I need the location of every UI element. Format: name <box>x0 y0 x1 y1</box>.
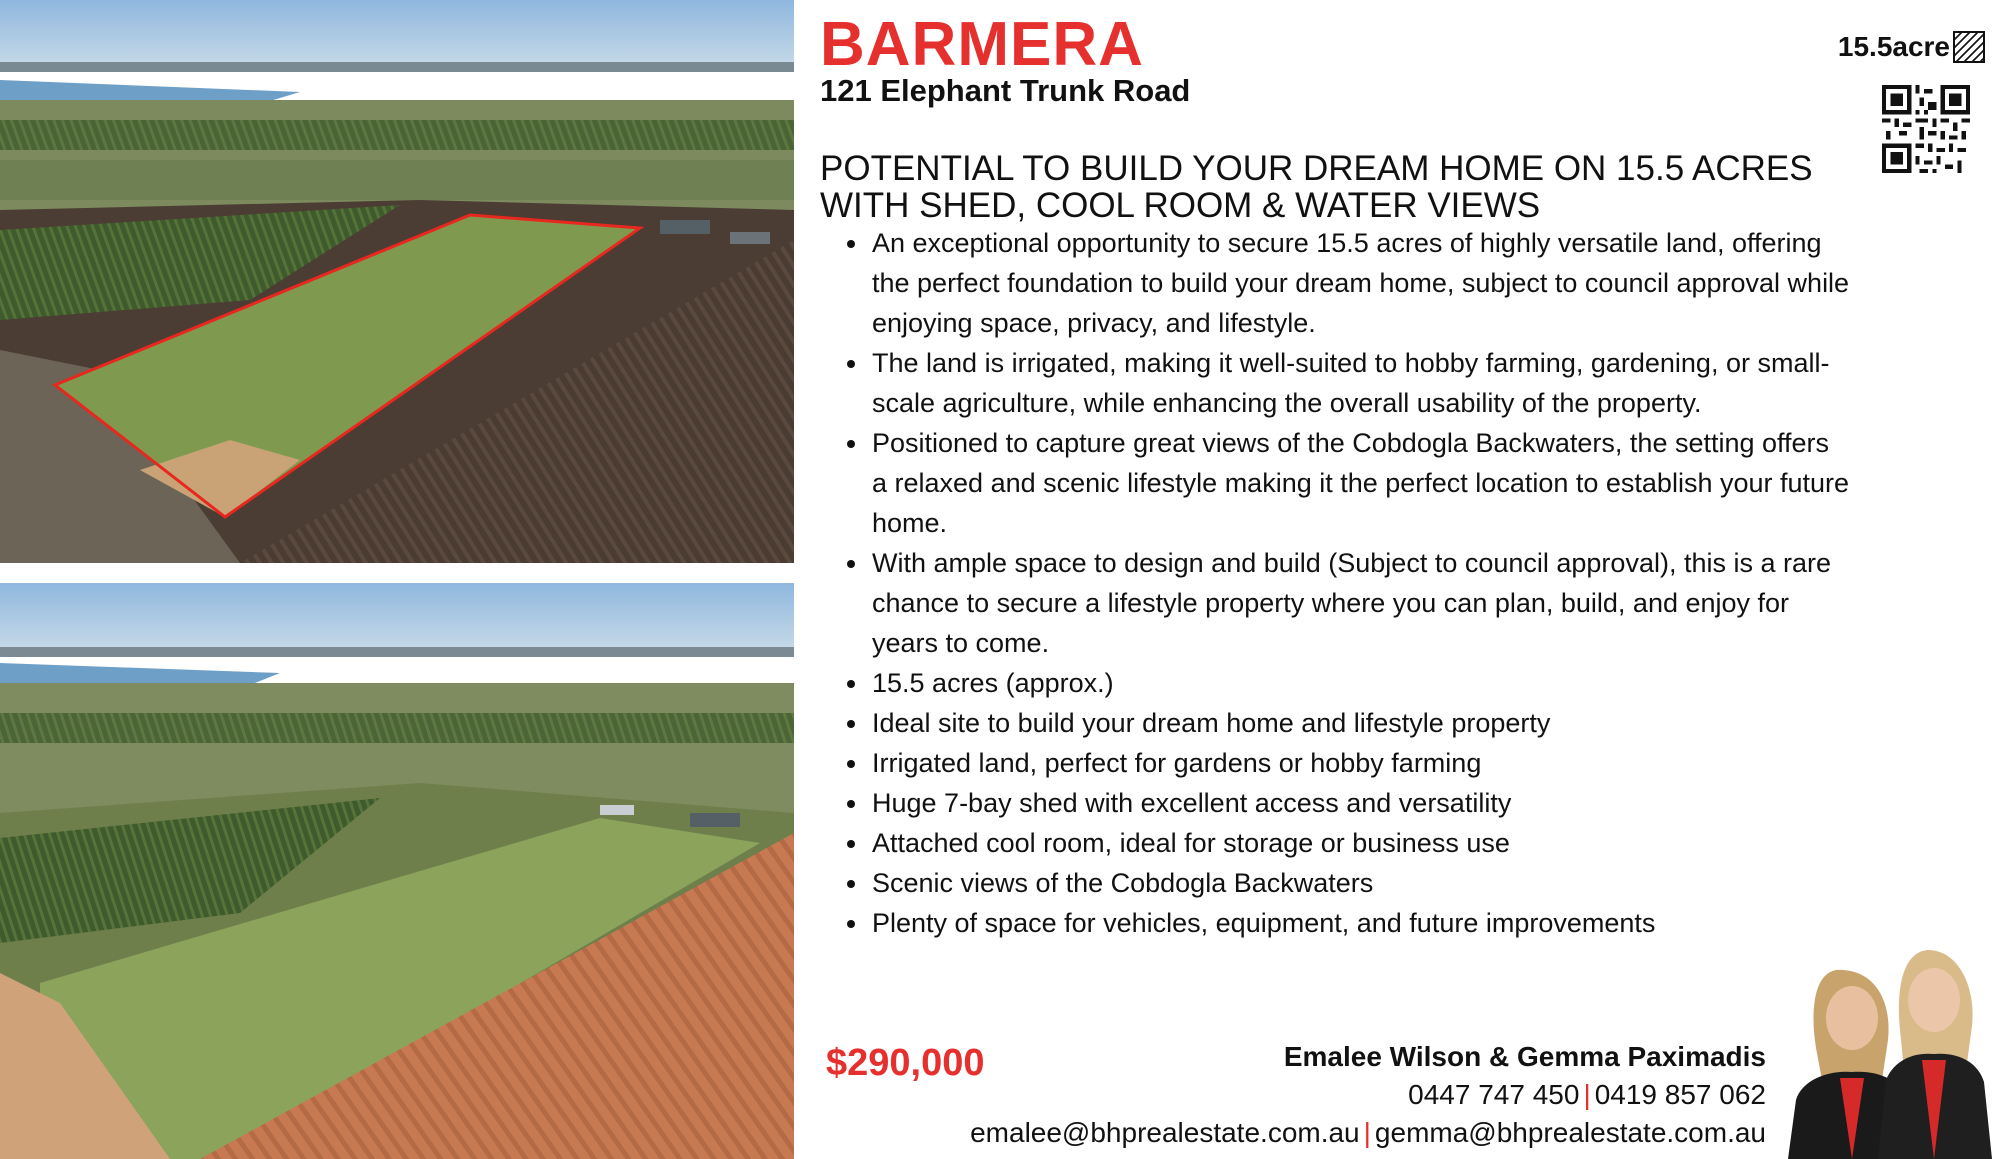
agent-email-1[interactable]: emalee@bhprealestate.com.au <box>970 1117 1360 1148</box>
area-badge <box>1838 30 1986 64</box>
feature-item: • Scenic views of the Cobdogla Backwaters <box>870 863 1850 903</box>
hatched-square-icon <box>1952 30 1986 64</box>
qr-code-icon[interactable] <box>1882 85 1970 173</box>
area-badge-label: 15.5acre <box>1837 31 1950 62</box>
agent-contact-block <box>970 1038 1766 1152</box>
property-address: 121 Elephant Trunk Road <box>820 73 1191 108</box>
separator: | <box>1583 1079 1591 1110</box>
features-list <box>838 223 1850 943</box>
separator: | <box>1363 1117 1371 1148</box>
feature-item: • Plenty of space for vehicles, equipment, and future improvements <box>870 903 1850 943</box>
listing-headline: POTENTIAL TO BUILD YOUR DREAM HOME ON 15.5 ACRES WITH SHED, COOL ROOM & WATER VIEWS <box>820 149 1813 225</box>
feature-item: • The land is irrigated, making it well-suited to hobby farming, gardening, or small-scale agriculture, while enhancing the overall usability of the property. <box>870 343 1850 423</box>
feature-item: • Ideal site to build your dream home and lifestyle property <box>870 703 1850 743</box>
feature-item: • An exceptional opportunity to secure 15.5 acres of highly versatile land, offering the perfect foundation to build your dream home, subject to council approval while enjoying space, privacy, and lifestyle. <box>870 223 1850 343</box>
aerial-photo-top <box>0 0 794 563</box>
agent-phones <box>970 1076 1766 1114</box>
suburb-title: BARMERA <box>820 10 1144 79</box>
feature-item: • 15.5 acres (approx.) <box>870 663 1850 703</box>
agent-photo <box>1778 930 2000 1159</box>
feature-item: • Positioned to capture great views of the Cobdogla Backwaters, the setting offers a relaxed and scenic lifestyle making it the perfect location to establish your future home. <box>870 423 1850 543</box>
agent-phone-2[interactable]: 0419 857 062 <box>1594 1079 1766 1110</box>
feature-item: • Huge 7-bay shed with excellent access and versatility <box>870 783 1850 823</box>
aerial-photo-bottom <box>0 583 794 1159</box>
agent-email-2[interactable]: gemma@bhprealestate.com.au <box>1374 1117 1766 1148</box>
feature-item: • Irrigated land, perfect for gardens or hobby farming <box>870 743 1850 783</box>
agent-emails <box>970 1114 1766 1152</box>
feature-item: • With ample space to design and build (Subject to council approval), this is a rare chance to secure a lifestyle property where you can plan, build, and enjoy for years to come. <box>870 543 1850 663</box>
price: $290,000 <box>826 1042 985 1084</box>
feature-item: • Attached cool room, ideal for storage or business use <box>870 823 1850 863</box>
agent-names: Emalee Wilson & Gemma Paximadis <box>1283 1041 1766 1072</box>
agent-phone-1[interactable]: 0447 747 450 <box>1408 1079 1580 1110</box>
